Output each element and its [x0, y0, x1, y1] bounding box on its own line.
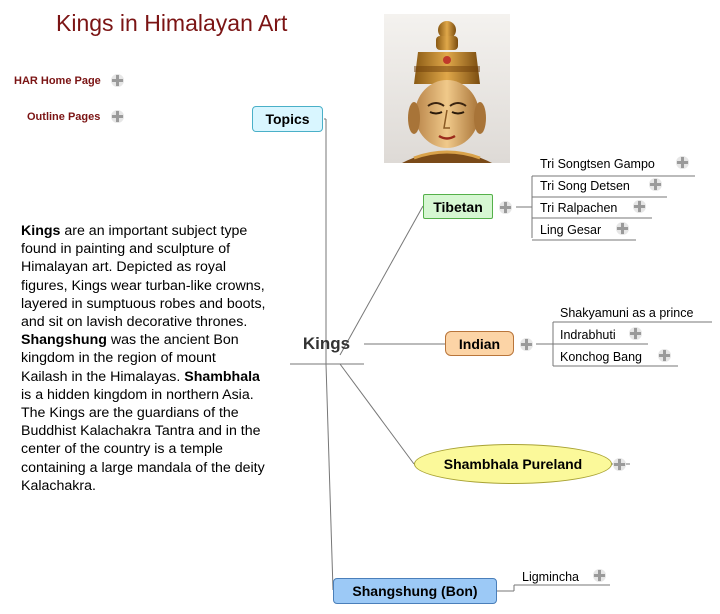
plus-icon[interactable]: [519, 337, 534, 352]
shambhala-term: Shambhala: [184, 368, 260, 385]
leaf-ling-gesar[interactable]: Ling Gesar: [540, 223, 602, 237]
leaf-tri-ralpachen[interactable]: Tri Ralpachen: [540, 201, 618, 215]
kings-description: are an important subject type found in painting and sculpture of Himalayan art. Depicted as royal figures, Kings wear turban-like crowns, layered in sumptuous robes and boots, and sit on lavish decorative thrones.: [21, 223, 266, 331]
plus-icon[interactable]: [648, 177, 663, 192]
plus-icon[interactable]: [628, 326, 643, 341]
plus-icon[interactable]: [592, 568, 607, 583]
indian-node[interactable]: Indian: [445, 331, 514, 356]
plus-icon[interactable]: [110, 109, 125, 124]
plus-icon[interactable]: [612, 457, 627, 472]
page-title: Kings in Himalayan Art: [56, 10, 288, 36]
shambhala-description: is a hidden kingdom in northern Asia. The Kings are the guardians of the Buddhist Kalachakra Tantra and in the center of the country is a temple containing a large mandala of the deity Kalachakra.: [21, 386, 265, 494]
king-statue-thumbnail[interactable]: [384, 14, 510, 163]
leaf-tri-song-detsen[interactable]: Tri Song Detsen: [540, 179, 630, 193]
leaf-konchog-bang[interactable]: Konchog Bang: [560, 350, 643, 364]
central-node-kings[interactable]: Kings: [302, 334, 351, 353]
shangshung-term: Shangshung: [21, 332, 107, 349]
topics-node[interactable]: Topics: [252, 106, 323, 132]
plus-icon[interactable]: [498, 200, 513, 215]
plus-icon[interactable]: [632, 199, 647, 214]
plus-icon[interactable]: [110, 73, 125, 88]
har-home-link[interactable]: HAR Home Page: [14, 75, 101, 87]
plus-icon[interactable]: [657, 348, 672, 363]
leaf-tri-songtsen-gampo[interactable]: Tri Songtsen Gampo: [540, 157, 655, 171]
kings-term: Kings: [21, 223, 61, 239]
tibetan-node[interactable]: Tibetan: [423, 194, 493, 219]
shangshung-description: was the ancient Bon kingdom in the region of mount Kailash in the Himalayas.: [21, 332, 239, 385]
leaf-ligmincha[interactable]: Ligmincha: [522, 570, 579, 584]
plus-icon[interactable]: [615, 221, 630, 236]
leaf-indrabhuti[interactable]: Indrabhuti: [560, 328, 616, 342]
plus-icon[interactable]: [675, 155, 690, 170]
outline-pages-link[interactable]: Outline Pages: [27, 111, 101, 123]
leaf-shakyamuni-as-a-prince[interactable]: Shakyamuni as a prince: [560, 306, 694, 320]
shangshung-bon-node[interactable]: Shangshung (Bon): [333, 578, 497, 604]
description-text: [21, 222, 266, 495]
shambhala-pureland-node[interactable]: Shambhala Pureland: [414, 444, 612, 484]
